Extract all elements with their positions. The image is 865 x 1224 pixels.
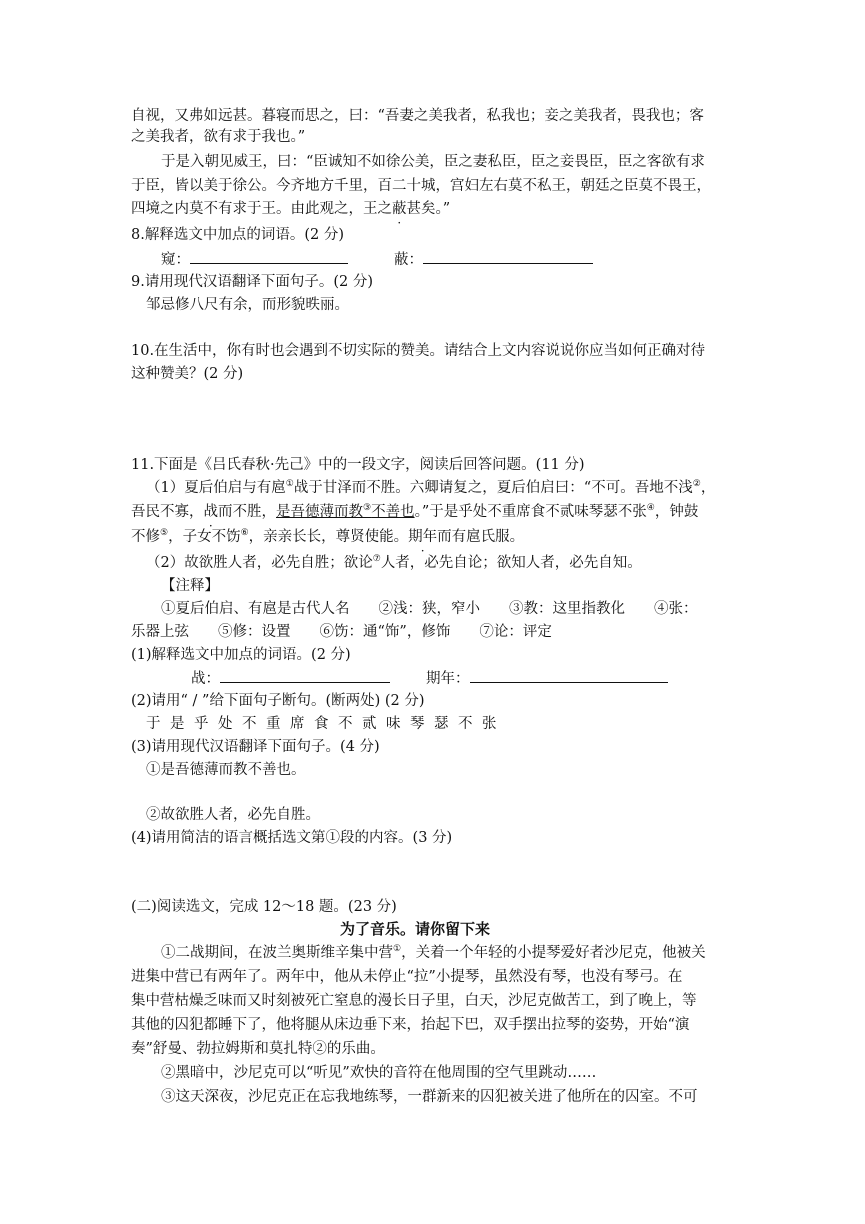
text-span: 不修 (131, 529, 160, 545)
passage-line (131, 502, 698, 522)
sub-question-1: (1)解释选文中加点的词语。(2 分) (131, 647, 351, 663)
dotted-word: 蔽 (392, 201, 407, 217)
text-span: ①二战期间，在波兰奥斯维辛集中营 (161, 945, 393, 961)
passage-line: 奏”舒曼、勃拉姆斯和莫扎特②的乐曲。 (131, 1041, 385, 1057)
text-span: 吾民不寡， (131, 504, 204, 520)
s2-sentence: 于是乎处不重席食不贰味琴瑟不张 (146, 716, 506, 732)
answer-blank[interactable] (470, 668, 668, 683)
note-marker: ③ (363, 503, 372, 514)
s3-item: ②故欲胜人者，必先自胜。 (146, 807, 320, 823)
sub-question-3: (3)请用现代汉语翻译下面句子。(4 分) (131, 739, 380, 755)
passage-line: 于是入朝见威王，曰：“臣诚知不如徐公美，臣之妻私臣，臣之妾畏臣，臣之客欲有求 (161, 154, 705, 170)
note-marker: ② (692, 479, 701, 490)
note-marker: ⑤ (160, 528, 169, 539)
answer-label: 窥： (161, 252, 190, 268)
passage-line: 其他的囚犯都睡下了，他将腿从床边垂下来，抬起下巴，双手摆出拉琴的姿势，开始“演 (131, 1017, 690, 1033)
text-span: ，钟鼓 (654, 504, 699, 520)
article-title: 为了音乐。请你留下来 (340, 920, 491, 938)
text-span: ，关着一个年轻的小提琴爱好者沙尼克，他被关 (401, 945, 706, 961)
dotted-word: 战 (203, 504, 218, 520)
note-marker: ④ (646, 503, 655, 514)
text-span: （1）夏后伯启与有扈 (146, 480, 286, 496)
passage-line: ③这天深夜，沙尼克正在忘我地练琴，一群新来的囚犯被关进了他所在的囚室。不可 (161, 1089, 698, 1105)
question-9: 9.请用现代汉语翻译下面句子。(2 分) (131, 274, 373, 290)
passage-line (146, 553, 642, 573)
text-span: 而有扈氏服。 (437, 529, 525, 545)
passage-line: 之美我者，欲有求于我也。” (131, 129, 306, 145)
text-span: 是吾德薄而教 (276, 504, 363, 520)
notes-line: ①夏后伯启、有扈是古代人名 ②浅：狭，窄小 ③教：这里指教化 ④张： (161, 601, 698, 617)
sub-question-2: (2)请用“ / ”给下面句子断句。(断两处) (2 分) (131, 693, 425, 709)
text-span: 不善也 (371, 504, 415, 520)
answer-label: 蔽： (394, 252, 423, 268)
text-span: ， (700, 480, 716, 496)
section-heading: (二)阅读选文，完成 12～18 题。(23 分) (131, 899, 397, 915)
passage-line (161, 943, 706, 963)
q8-answer-row (161, 249, 593, 270)
text-span: 。”于是乎处不重席食不贰味琴瑟不张 (414, 504, 647, 520)
passage-line (131, 199, 450, 219)
notes-line: 乐器上弦 ⑤修：设置 ⑥饬：通“饰”，修饰 ⑦论：评定 (131, 624, 552, 640)
answer-blank[interactable] (220, 668, 390, 683)
note-marker: ⑦ (372, 554, 381, 565)
underlined-text (276, 504, 415, 520)
note-marker: ① (393, 944, 402, 955)
text-span: （2）故欲胜人者，必先自胜；欲论 (146, 555, 373, 571)
passage-line: 于臣，皆以美于徐公。今齐地方千里，百二十城，宫妇左右莫不私王，朝廷之臣莫不畏王， (131, 178, 711, 194)
passage-line: 自视，又弗如远甚。暮寝而思之，曰：“吾妻之美我者，私我也；妾之美我者，畏我也；客 (131, 108, 704, 124)
passage-line: ②黑暗中，沙尼克可以“听见”欢快的音符在他周围的空气里跳动…… (161, 1065, 597, 1081)
passage-line: 集中营枯燥乏味而又时刻被死亡窒息的漫长日子里，白天，沙尼克做苦工，到了晚上，等 (131, 993, 697, 1009)
s3-item: ①是吾德薄而教不善也。 (146, 762, 306, 778)
answer-label: 战： (191, 671, 220, 687)
note-marker: ⑥ (240, 528, 249, 539)
question-8: 8.解释选文中加点的词语。(2 分) (131, 227, 344, 243)
text-span: ，子女不饬 (168, 529, 241, 545)
text-span: ，亲亲长长，尊贤使能。 (248, 529, 409, 545)
text-span: 四境之内莫不有求于王。由此观之，王之 (131, 201, 392, 217)
passage-line (146, 478, 715, 498)
text-span: 甚矣。” (406, 201, 451, 217)
passage-line (131, 527, 524, 547)
question-11: 11.下面是《吕氏春秋·先己》中的一段文字，阅读后回答问题。(11 分) (131, 457, 585, 473)
s1-answer-row (191, 668, 668, 689)
passage-line: 进集中营已有两年了。两年中，他从未停止“拉”小提琴，虽然没有琴，也没有琴弓。在 (131, 969, 683, 985)
q9-sentence: 邹忌修八尺有余，而形貌昳丽。 (146, 297, 349, 313)
note-marker: ① (285, 479, 294, 490)
text-span: 人者，必先自论；欲知人者，必先自知。 (380, 555, 642, 571)
dotted-word: 期年 (408, 529, 438, 545)
answer-blank[interactable] (423, 249, 593, 264)
sub-question-4: (4)请用简洁的语言概括选文第①段的内容。(3 分) (131, 830, 453, 846)
question-10: 10.在生活中，你有时也会遇到不切实际的赞美。请结合上文内容说说你应当如何正确对待 (131, 343, 706, 359)
text-span: 战于甘泽而不胜。六卿请复之，夏后伯启曰：“不可。吾地不浅 (293, 480, 693, 496)
answer-label: 期年： (426, 671, 470, 687)
answer-blank[interactable] (190, 249, 348, 264)
notes-title: 【注释】 (161, 578, 219, 594)
question-10: 这种赞美？(2 分) (131, 366, 244, 382)
text-span: 而不胜， (218, 504, 276, 520)
